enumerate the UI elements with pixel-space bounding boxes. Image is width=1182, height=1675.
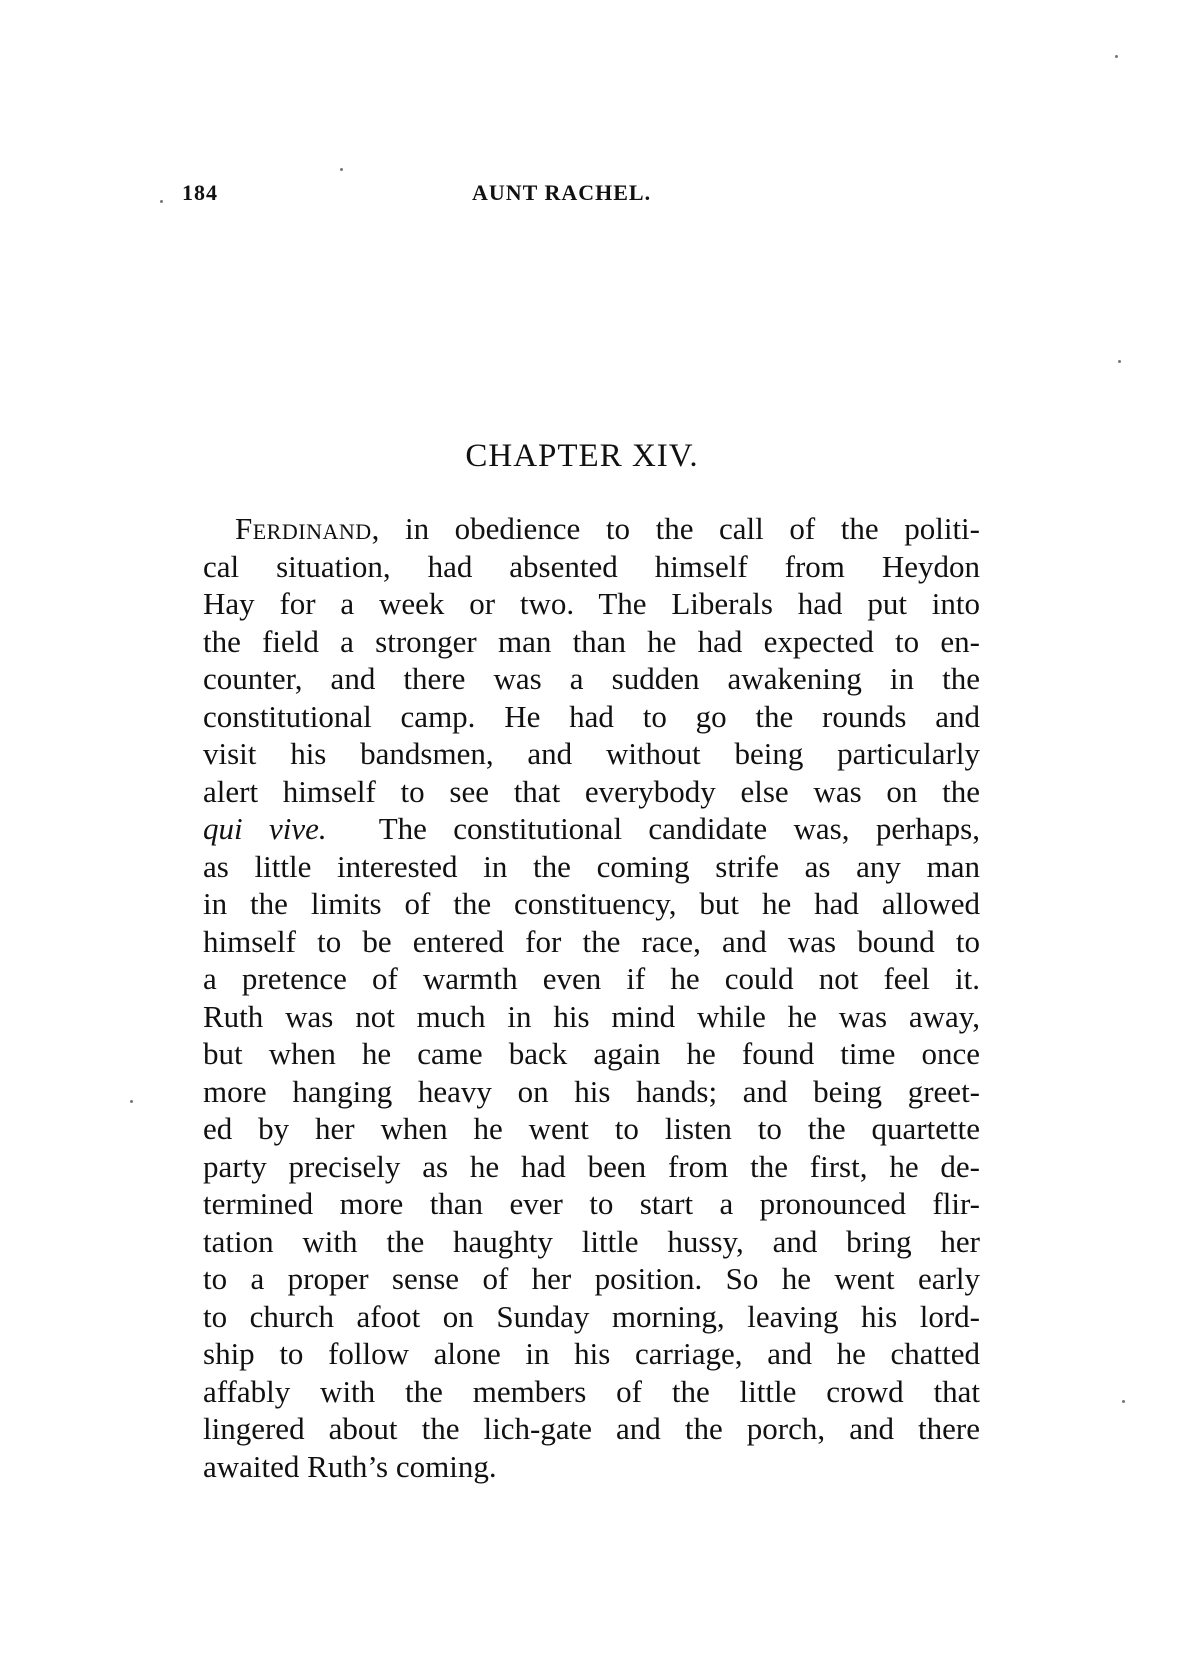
text-line: termined more than ever to start a pronounced flir- bbox=[203, 1186, 980, 1221]
text-line: but when he came back again he found time once bbox=[203, 1036, 980, 1071]
text-line: cal situation, had absented himself from Heydon bbox=[203, 548, 980, 584]
text-line: awaited Ruth’s coming. bbox=[203, 1448, 497, 1484]
running-title: AUNT RACHEL. bbox=[472, 180, 652, 205]
text-line: to a proper sense of her position. So he went early bbox=[203, 1261, 980, 1296]
text-line: party precisely as he had been from the first, he de- bbox=[203, 1148, 980, 1184]
page-number: 184 bbox=[182, 180, 218, 205]
text-line: qui vive. The constitutional candidate was, perhaps, bbox=[203, 811, 980, 846]
scan-speck bbox=[340, 168, 343, 171]
text-line: a pretence of warmth even if he could not feel it. bbox=[203, 961, 980, 996]
text-line: Ferdinand, in obedience to the call of the politi- bbox=[235, 511, 980, 546]
text-line: affably with the members of the little crowd that bbox=[203, 1373, 980, 1409]
scan-speck bbox=[160, 200, 163, 203]
text-line: Hay for a week or two. The Liberals had put into bbox=[203, 586, 980, 621]
scan-speck bbox=[1122, 1400, 1125, 1403]
text-line: more hanging heavy on his hands; and being greet- bbox=[203, 1073, 980, 1109]
text-line: to church afoot on Sunday morning, leaving his lord- bbox=[203, 1298, 980, 1334]
text-line: himself to be entered for the race, and was bound to bbox=[203, 923, 980, 959]
italic-phrase: qui vive. bbox=[203, 811, 327, 846]
text-line: counter, and there was a sudden awakening in the bbox=[203, 661, 980, 696]
scan-speck bbox=[1115, 55, 1118, 58]
text-line: tation with the haughty little hussy, and bring her bbox=[203, 1223, 980, 1259]
text-line: ed by her when he went to listen to the quartette bbox=[203, 1111, 980, 1146]
text-line: visit his bandsmen, and without being particularly bbox=[203, 736, 980, 771]
text-line: the field a stronger man than he had expected to en- bbox=[203, 623, 980, 659]
chapter-title: CHAPTER XIV. bbox=[465, 438, 699, 474]
running-head bbox=[182, 180, 802, 214]
text-line: lingered about the lich-gate and the porch, and there bbox=[203, 1411, 980, 1446]
text-line: alert himself to see that everybody else was on the bbox=[203, 773, 980, 809]
scan-speck bbox=[1118, 360, 1121, 363]
text-line: in the limits of the constituency, but he had allowed bbox=[203, 886, 980, 921]
scan-speck bbox=[130, 1100, 133, 1103]
text-line: Ruth was not much in his mind while he was away, bbox=[203, 998, 980, 1034]
lead-word: Ferdinand bbox=[235, 511, 372, 546]
text-line: ship to follow alone in his carriage, and he chatted bbox=[203, 1336, 980, 1371]
chapter-body bbox=[203, 510, 980, 1485]
text-line: constitutional camp. He had to go the rounds and bbox=[203, 698, 980, 734]
paragraph bbox=[203, 510, 980, 1485]
text-line: as little interested in the coming strife as any man bbox=[203, 848, 980, 884]
